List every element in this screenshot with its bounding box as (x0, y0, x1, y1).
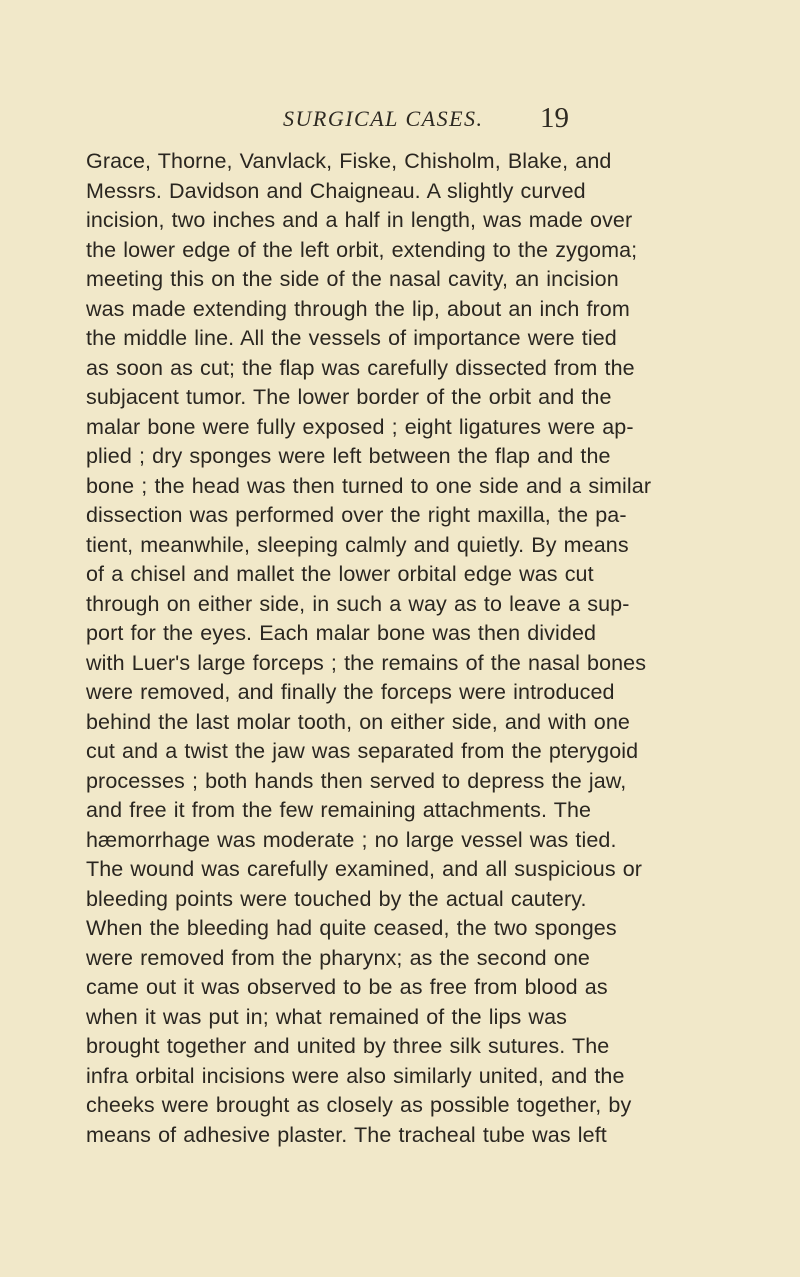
text-line: the middle line. All the vessels of importance were tied (86, 326, 617, 350)
text-line: behind the last molar tooth, on either side, and with one (86, 709, 630, 734)
text-line: through on either side, in such a way as to leave a sup- (86, 591, 630, 616)
text-line: of a chisel and mallet the lower orbital edge was cut (86, 562, 594, 586)
text-line: the lower edge of the left orbit, extending to the zygoma; (86, 237, 638, 262)
text-line: means of adhesive plaster. The tracheal tube was left (86, 1122, 607, 1147)
body-text (86, 147, 786, 1150)
text-line: and free it from the few remaining attachments. The (86, 798, 592, 822)
text-line: processes ; both hands then served to depress the jaw, (86, 768, 627, 793)
text-line: with Luer's large forceps ; the remains of the nasal bones (86, 650, 647, 675)
text-line: cut and a twist the jaw was separated from the pterygoid (86, 739, 639, 763)
text-line: were removed from the pharynx; as the second one (86, 945, 590, 970)
text-line: plied ; dry sponges were left between the flap and the (86, 444, 611, 468)
page-header (0, 100, 800, 140)
text-line: cheeks were brought as closely as possible together, by (86, 1093, 632, 1117)
text-line: The wound was carefully examined, and all suspicious or (86, 857, 643, 881)
text-line: when it was put in; what remained of the lips was (86, 1004, 567, 1029)
text-line: infra orbital incisions were also similarly united, and the (86, 1063, 625, 1088)
text-line: malar bone were fully exposed ; eight ligatures were ap- (86, 414, 634, 439)
text-line: tient, meanwhile, sleeping calmly and quietly. By means (86, 532, 629, 557)
text-line: were removed, and finally the forceps were introduced (86, 680, 615, 704)
text-line: as soon as cut; the flap was carefully dissected from the (86, 355, 635, 380)
running-head: SURGICAL CASES. (283, 106, 484, 131)
page-number: 19 (540, 102, 569, 134)
text-line: Messrs. Davidson and Chaigneau. A slightly curved (86, 178, 586, 203)
text-line: bleeding points were touched by the actual cautery. (86, 886, 587, 911)
text-line: subjacent tumor. The lower border of the orbit and the (86, 385, 612, 409)
text-line: When the bleeding had quite ceased, the two sponges (86, 916, 617, 940)
text-line: brought together and united by three silk sutures. The (86, 1034, 610, 1058)
text-line: bone ; the head was then turned to one side and a similar (86, 473, 652, 498)
text-line: came out it was observed to be as free from blood as (86, 975, 608, 999)
text-line: Grace, Thorne, Vanvlack, Fiske, Chisholm, Blake, and (86, 149, 612, 173)
text-line: was made extending through the lip, about an inch from (86, 296, 630, 321)
text-line: dissection was performed over the right maxilla, the pa- (86, 503, 627, 527)
text-line: port for the eyes. Each malar bone was then divided (86, 621, 597, 645)
text-line: hæmorrhage was moderate ; no large vessel was tied. (86, 827, 617, 852)
text-line: meeting this on the side of the nasal cavity, an incision (86, 267, 619, 291)
text-line: incision, two inches and a half in length, was made over (86, 208, 633, 232)
